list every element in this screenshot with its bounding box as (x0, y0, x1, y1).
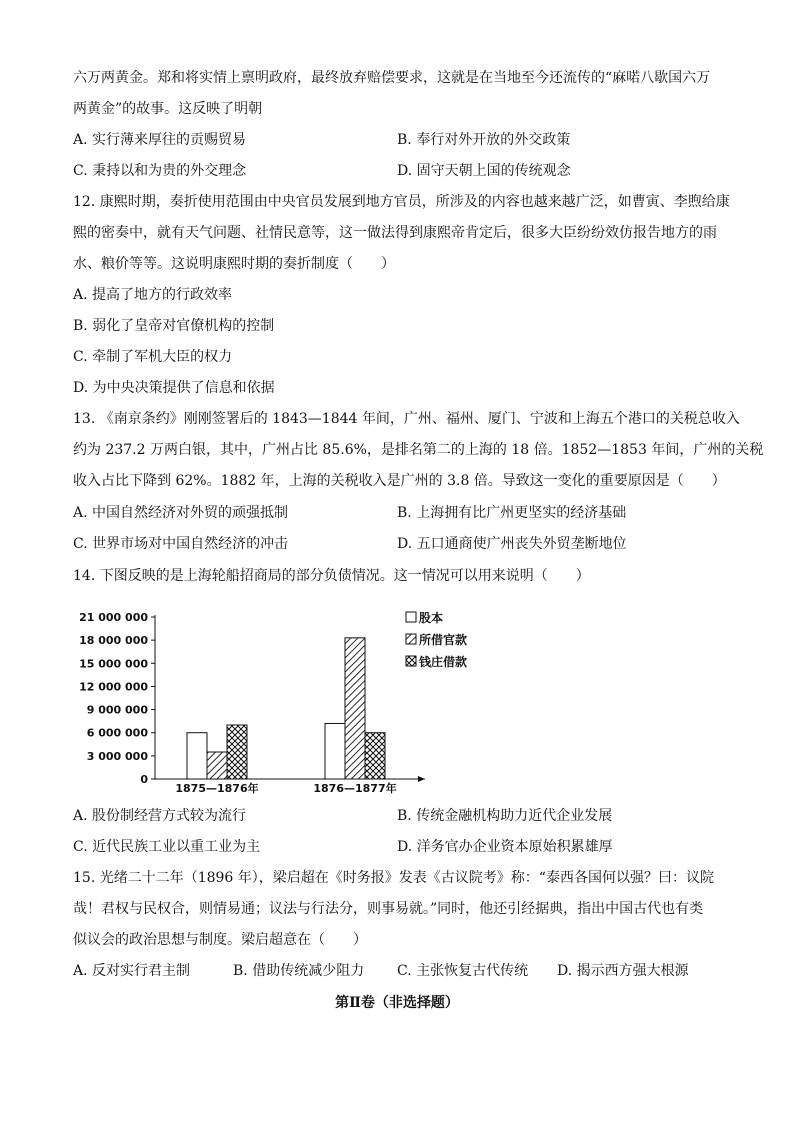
q15-stem-line: 15. 光绪二十二年（1896 年），梁启超在《时务报》发表《古议院考》称：“泰西各国何以强？曰：议院 (73, 870, 714, 886)
y-tick-label: 21 000 000 (79, 611, 148, 624)
category-label: 1875—1876年 (175, 782, 259, 795)
bar (325, 723, 345, 779)
q14-option-b[interactable]: B. 传统金融机构助力近代企业发展 (397, 808, 613, 824)
y-tick-label: 3 000 000 (86, 749, 148, 763)
bar (207, 752, 227, 779)
q14-option-a[interactable]: A. 股份制经营方式较为流行 (73, 808, 247, 824)
q12-stem-line: 12. 康熙时期，奏折使用范围由中央官员发展到地方官员，所涉及的内容也越来越广泛，如曹寅、李煦给康 (73, 194, 730, 210)
q15-option-d[interactable]: D. 揭示西方强大根源 (557, 963, 689, 979)
y-tick-label: 9 000 000 (86, 703, 148, 717)
q11-option-c[interactable]: C. 秉持以和为贵的外交理念 (73, 163, 247, 179)
q15-option-b[interactable]: B. 借助传统减少阻力 (233, 963, 365, 979)
bar (365, 733, 385, 779)
y-tick-label: 18 000 000 (79, 634, 148, 648)
legend-swatch (406, 634, 416, 644)
y-tick-label: 6 000 000 (86, 726, 148, 740)
q11-option-a[interactable]: A. 实行薄来厚往的贡赐贸易 (73, 132, 247, 148)
q12-option-d[interactable]: D. 为中央决策提供了信息和依据 (73, 380, 275, 396)
y-tick-label: 15 000 000 (79, 657, 148, 671)
chart-svg (70, 600, 490, 805)
section-title: 第Ⅱ卷（非选择题） (335, 995, 459, 1011)
y-tick-label: 0 (140, 773, 148, 786)
q12-stem-line: 熙的密奏中，就有天气问题、社情民意等，这一做法得到康熙帝肯定后，很多大臣纷纷效仿报告地方的雨 (73, 225, 717, 241)
q12-option-a[interactable]: A. 提高了地方的行政效率 (73, 287, 233, 303)
y-tick-label: 12 000 000 (79, 680, 148, 694)
x-axis-arrow (418, 776, 425, 782)
q13-stem-line: 收入占比下降到 62%。1882 年，上海的关税收入是广州的 3.8 倍。导致这一变化的重要原因是（ ） (73, 473, 726, 489)
q14-stem: 14. 下图反映的是上海轮船招商局的部分负债情况。这一情况可以用来说明（ ） (73, 568, 590, 584)
q11-option-d[interactable]: D. 固守天朝上国的传统观念 (397, 163, 571, 179)
q13-option-c[interactable]: C. 世界市场对中国自然经济的冲击 (73, 536, 289, 552)
text-line: 六万两黄金。郑和将实情上禀明政府，最终放弃赔偿要求，这就是在当地至今还流传的“麻喏八歇国六万 (73, 70, 711, 86)
q13-stem-line: 约为 237.2 万两白银，其中，广州占比 85.6%，是排名第二的上海的 18 倍。1852—1853 年间，广州的关税 (73, 442, 764, 458)
q13-option-a[interactable]: A. 中国自然经济对外贸的顽强抵制 (73, 505, 289, 521)
q15-stem-line: 似议会的政治思想与制度。梁启超意在（ ） (73, 932, 367, 948)
legend-label: 所借官款 (419, 633, 468, 647)
text-line: 两黄金”的故事。这反映了明朝 (73, 101, 263, 117)
debt-bar-chart (70, 600, 490, 805)
category-label: 1876—1877年 (313, 782, 397, 795)
q12-stem-line: 水、粮价等等。这说明康熙时期的奏折制度（ ） (73, 256, 395, 272)
q14-option-d[interactable]: D. 洋务官办企业资本原始积累雄厚 (397, 839, 613, 855)
q15-stem-line: 哉！君权与民权合，则情易通；议法与行法分，则事易就。”同时，他还引经据典，指出中国古代也有类 (73, 901, 704, 917)
q12-option-b[interactable]: B. 弱化了皇帝对官僚机构的控制 (73, 318, 275, 334)
q13-stem-line: 13. 《南京条约》刚刚签署后的 1843—1844 年间，广州、福州、厦门、宁波和上海五个港口的关税总收入 (73, 411, 740, 427)
q14-option-c[interactable]: C. 近代民族工业以重工业为主 (73, 839, 261, 855)
legend-label: 钱庄借款 (419, 655, 468, 669)
legend-swatch (406, 612, 416, 622)
bar (227, 725, 247, 779)
q15-option-a[interactable]: A. 反对实行君主制 (73, 963, 191, 979)
q13-option-b[interactable]: B. 上海拥有比广州更坚实的经济基础 (397, 505, 627, 521)
legend-swatch (406, 656, 416, 666)
bar (345, 638, 365, 779)
q11-option-b[interactable]: B. 奉行对外开放的外交政策 (397, 132, 571, 148)
q13-option-d[interactable]: D. 五口通商使广州丧失外贸垄断地位 (397, 536, 627, 552)
bar (187, 733, 207, 779)
q15-option-c[interactable]: C. 主张恢复古代传统 (397, 963, 529, 979)
q12-option-c[interactable]: C. 牵制了军机大臣的权力 (73, 349, 233, 365)
legend-label: 股本 (419, 611, 444, 625)
